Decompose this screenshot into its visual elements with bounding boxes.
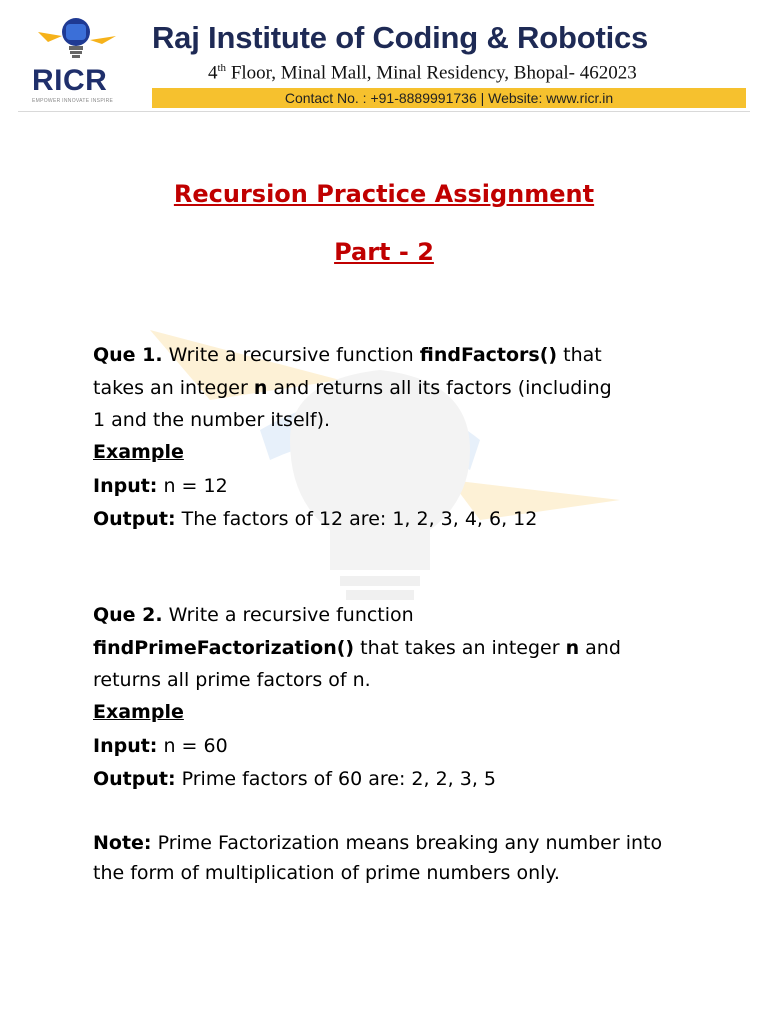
q2-line-1: Que 2. Write a recursive function xyxy=(93,604,414,626)
note-line-1: Note: Prime Factorization means breaking any number into xyxy=(93,832,663,854)
q2-input: Input: n = 60 xyxy=(93,735,228,757)
q2-example-heading: Example xyxy=(93,701,184,723)
q2-output: Output: Prime factors of 60 are: 2, 2, 3, 5 xyxy=(93,768,496,790)
q2-line-3: returns all prime factors of n. xyxy=(93,669,371,691)
logo-tagline: EMPOWER INNOVATE INSPIRE xyxy=(32,98,114,104)
q1-input: Input: n = 12 xyxy=(93,475,228,497)
q1-line-1: Que 1. Write a recursive function findFactors() that xyxy=(93,344,602,366)
page-subtitle: Part - 2 xyxy=(334,238,434,266)
contact-bar: Contact No. : +91-8889991736 | Website: www.ricr.in xyxy=(152,88,746,108)
q1-example-heading: Example xyxy=(93,441,184,463)
header-divider xyxy=(18,111,750,112)
ricr-logo xyxy=(18,10,136,110)
q1-output: Output: The factors of 12 are: 1, 2, 3, 4, 6, 12 xyxy=(93,508,538,530)
institute-name: Raj Institute of Coding & Robotics xyxy=(152,20,649,55)
letterhead xyxy=(18,10,750,112)
page-title: Recursion Practice Assignment xyxy=(173,180,595,208)
q1-line-2: takes an integer n and returns all its factors (including xyxy=(93,377,612,399)
institute-address: 4th Floor, Minal Mall, Minal Residency, Bhopal- 462023 xyxy=(208,62,637,84)
note-line-2: the form of multiplication of prime numbers only. xyxy=(93,862,560,884)
q2-line-2: findPrimeFactorization() that takes an integer n and xyxy=(93,637,621,659)
q1-line-3: 1 and the number itself). xyxy=(93,409,331,431)
logo-wordmark: RICR xyxy=(32,64,108,97)
